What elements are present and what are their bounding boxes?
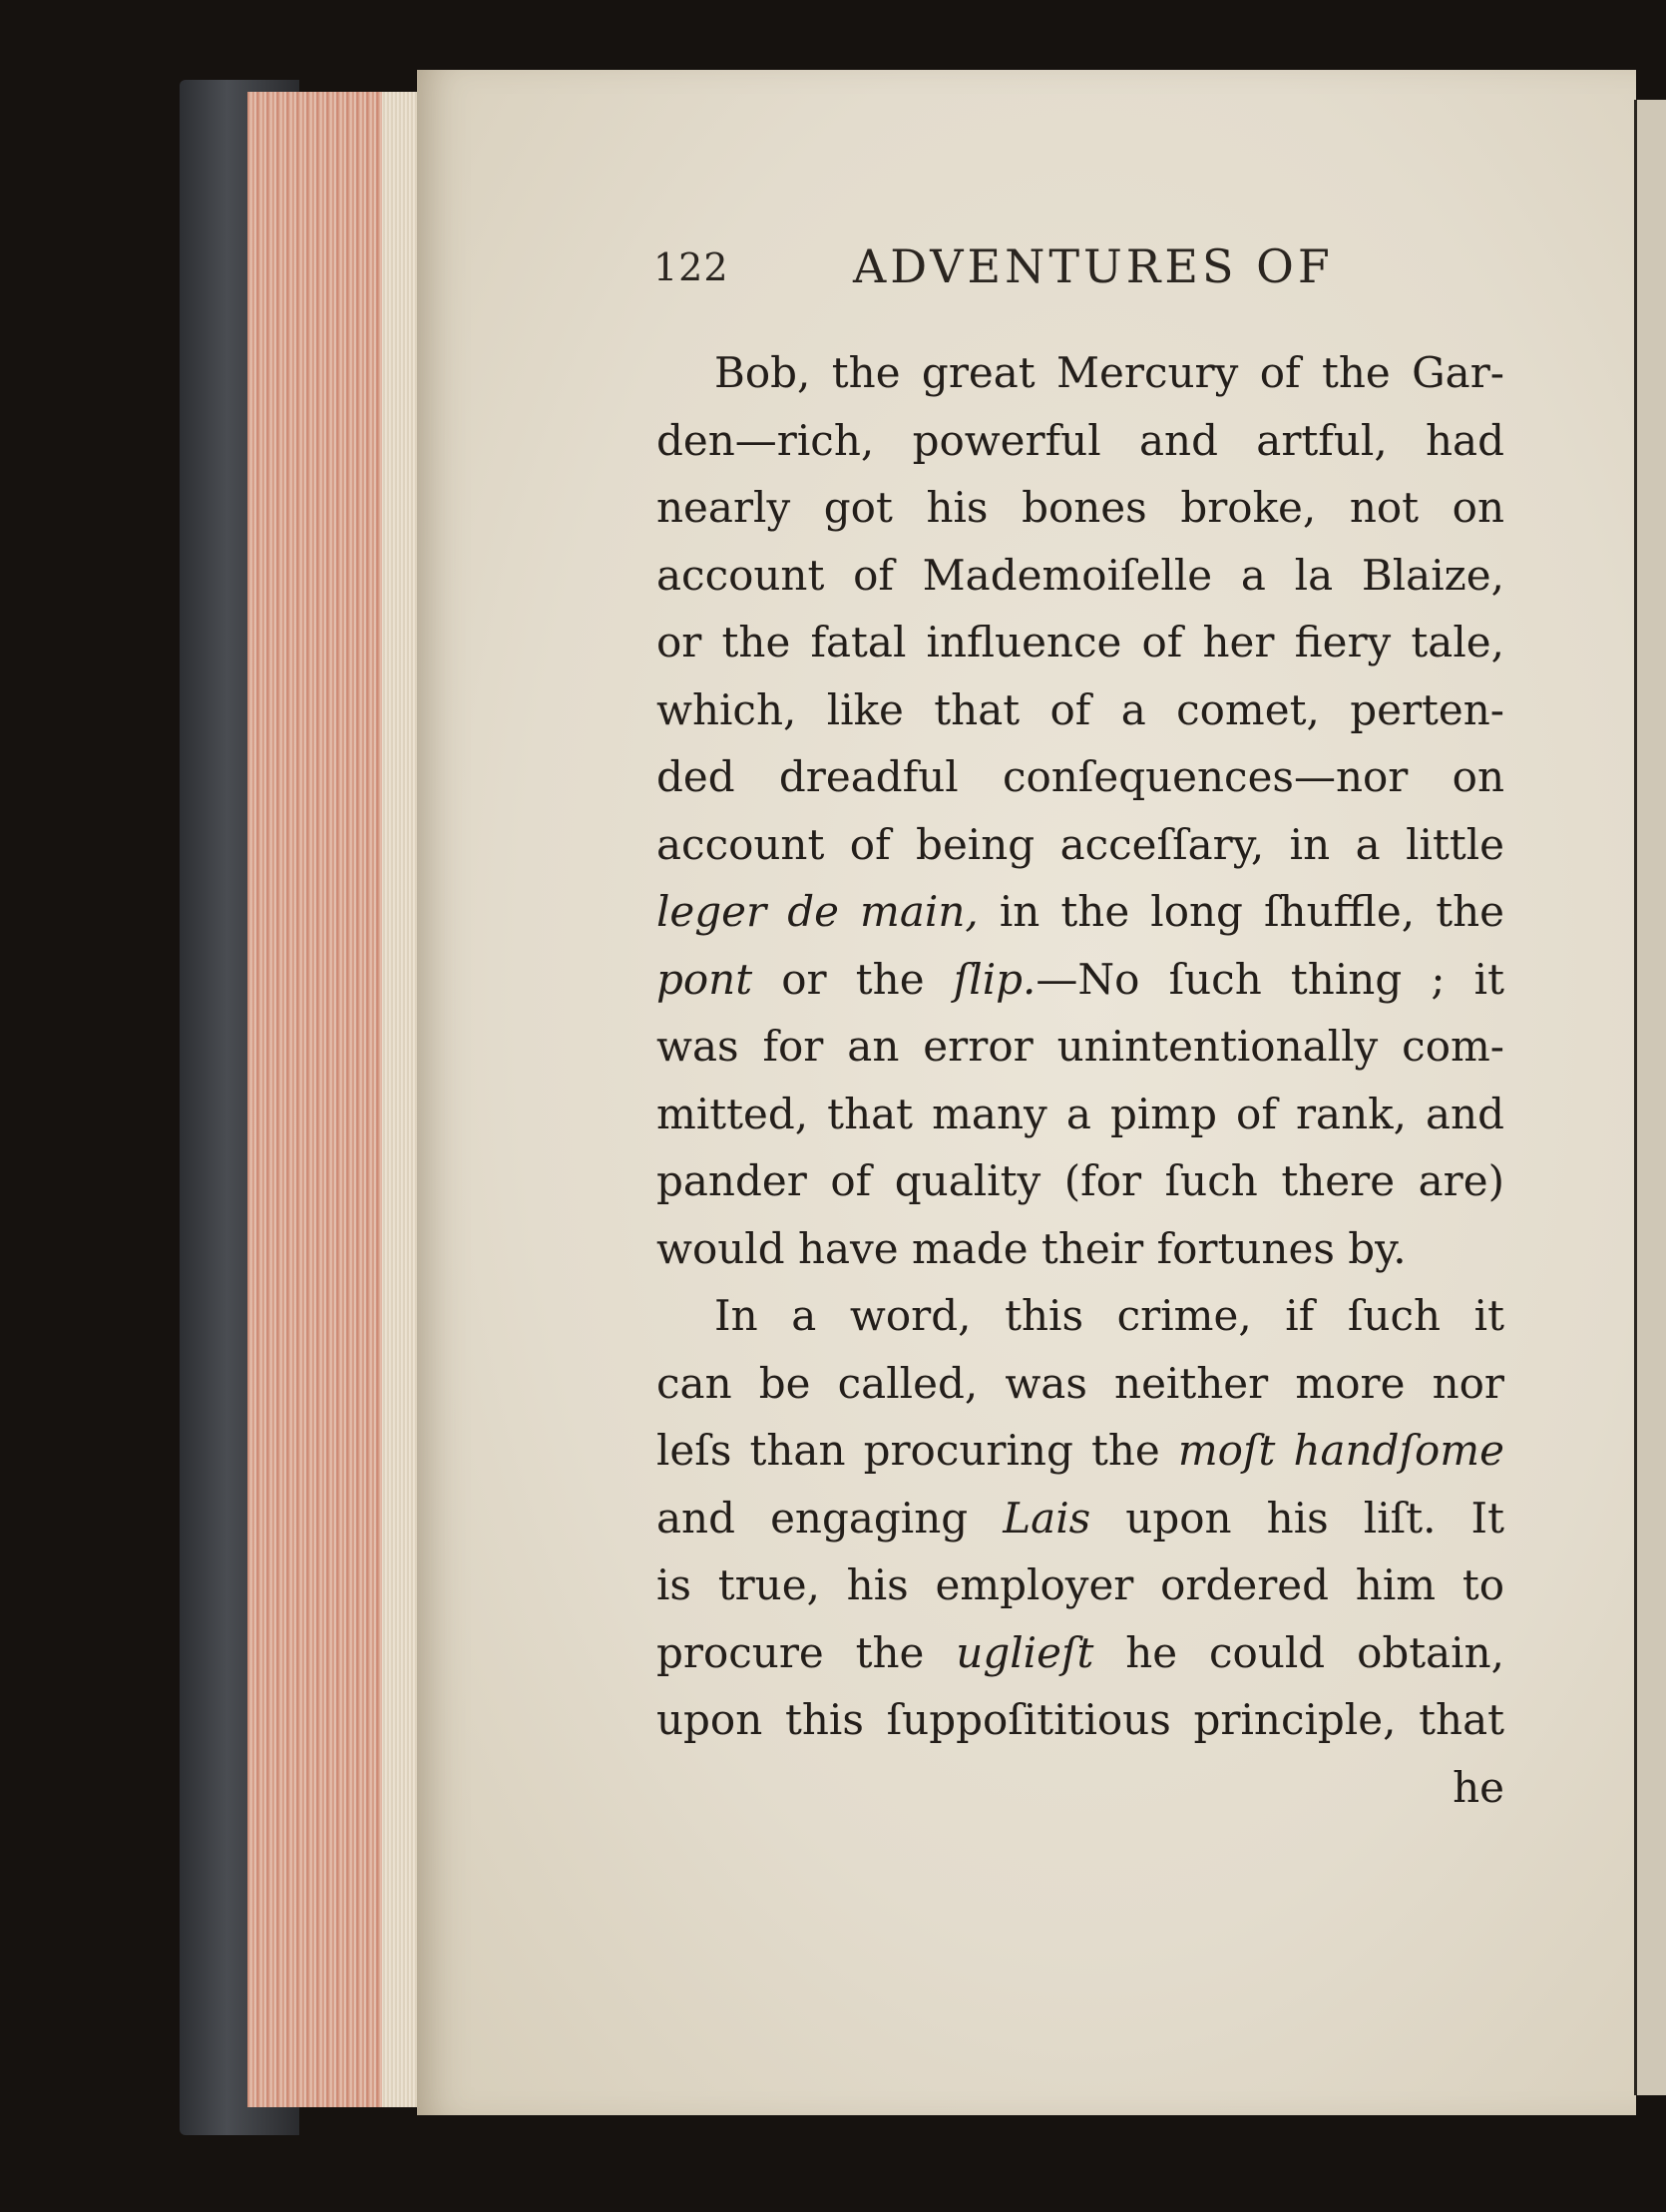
page-number: 122	[653, 245, 729, 289]
italic-word: ug​lieſt	[956, 1627, 1094, 1677]
text-line: nearly got his bones broke, not on	[656, 483, 1504, 532]
italic-phrase: leger de main,	[656, 887, 979, 936]
text-line: upon this ſuppoſititious principle, that	[656, 1695, 1504, 1744]
text-line	[656, 1417, 1504, 1485]
page-header	[653, 239, 1362, 309]
text-line: In a word, this crime, if ſuch it	[714, 1291, 1504, 1340]
text-run: and engaging	[656, 1493, 1004, 1543]
text-line: pander of quality (for ſuch there are)	[656, 1156, 1504, 1205]
text-run: in the long ſhuffle, the	[978, 887, 1505, 936]
text-run: leſs than procuring the	[656, 1426, 1178, 1475]
body-text	[656, 339, 1504, 1821]
running-head: ADVENTURES OF	[853, 239, 1334, 293]
italic-word: pont	[656, 954, 753, 1004]
facing-page-edge	[1634, 100, 1666, 2095]
text-line: Bob, the great Mercury of the Gar-	[714, 348, 1504, 397]
text-line: account of being acceſſary, in a little	[656, 819, 1504, 869]
text-run: procure the	[656, 1627, 957, 1677]
text-run: upon his liſt. It	[1090, 1493, 1504, 1543]
text-line: was for an error unintentionally com-	[656, 1022, 1504, 1071]
text-line: is true, his employer ordered him to	[656, 1560, 1504, 1609]
text-line: mitted, that many a pimp of rank, and	[656, 1089, 1504, 1138]
text-line: would have made their fortunes by.	[656, 1223, 1407, 1273]
italic-word: Lais	[1003, 1493, 1091, 1543]
text-line: or the fatal influence of her fiery tale,	[656, 618, 1504, 666]
text-run: —No ſuch thing ; it	[1036, 954, 1504, 1004]
text-line	[656, 946, 1504, 1014]
page-edges	[247, 92, 422, 2107]
italic-word: ſlip.	[953, 954, 1037, 1004]
text-line	[656, 1485, 1504, 1552]
text-line: account of Mademoiſelle a la Blaize,	[656, 550, 1504, 600]
text-line	[656, 878, 1504, 946]
text-line: can be called, was neither more nor	[656, 1358, 1504, 1408]
text-line: den—rich, powerful and artful, had	[656, 415, 1504, 465]
text-run: he could obtain,	[1093, 1627, 1504, 1677]
text-line	[656, 1619, 1504, 1687]
italic-phrase: moſt handſome	[1177, 1426, 1504, 1475]
text-line: ded dreadful conſequences—nor on	[656, 752, 1504, 801]
text-run: or the	[752, 954, 954, 1004]
catchword: he	[1453, 1762, 1504, 1812]
text-line: which, like that of a comet, perten-	[656, 684, 1504, 734]
